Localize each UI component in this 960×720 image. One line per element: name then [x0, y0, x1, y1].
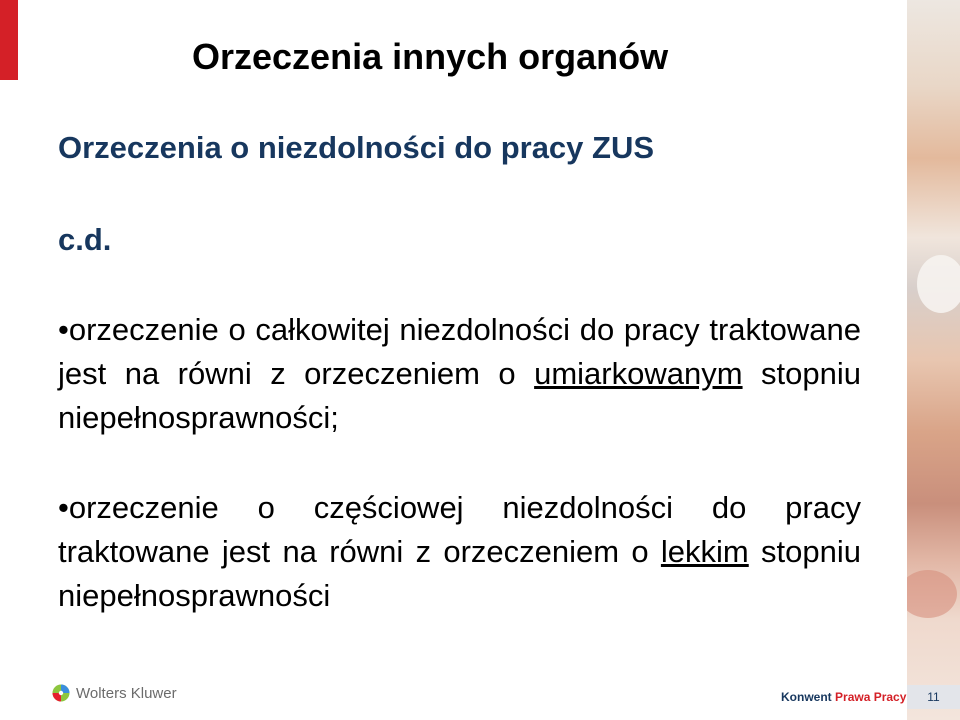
- bullet-2-text: •orzeczenie o częściowej niezdolności do pracy traktowane jest na równi z orzeczeniem o: [58, 490, 861, 569]
- page-number: 11: [907, 685, 960, 709]
- wolters-kluwer-logo-icon: [52, 684, 70, 702]
- bullet-2-end: stopniu niepełnosprawności: [58, 534, 861, 613]
- decorative-photo: [907, 0, 960, 720]
- bullet-1-text: •orzeczenie o całkowitej niezdolności do pracy traktowane jest na równi z orzeczeniem o: [58, 312, 861, 391]
- subtitle-continuation: c.d.: [58, 222, 112, 257]
- event-name: [781, 690, 906, 704]
- brand-name: Wolters Kluwer: [76, 684, 177, 702]
- slide-title: Orzeczenia innych organów: [192, 36, 669, 77]
- footer-brand: [52, 684, 177, 702]
- bullet-1-underlined: umiarkowanym: [534, 356, 743, 391]
- bullet-1-end: stopniu niepełnosprawności;: [58, 356, 861, 435]
- bullet-paragraph-2: [58, 486, 861, 618]
- bullet-2-underlined: lekkim: [660, 534, 749, 569]
- photo-shadow: [907, 570, 957, 618]
- bullet-paragraph-1: [58, 308, 861, 440]
- accent-bar: [0, 0, 18, 80]
- photo-highlight: [917, 255, 960, 313]
- event-name-part1: Konwent: [781, 690, 832, 704]
- event-name-part2: Prawa Pracy: [835, 690, 907, 704]
- slide-subtitle: Orzeczenia o niezdolności do pracy ZUS: [58, 130, 655, 165]
